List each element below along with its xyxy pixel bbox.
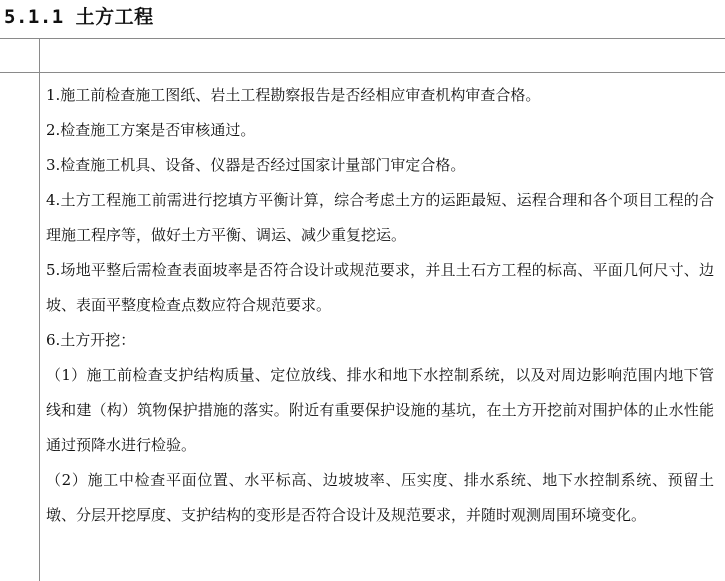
- list-item-1: 1.施工前检查施工图纸、岩土工程勘察报告是否经相应审查机构审查合格。: [46, 86, 541, 104]
- list-item-6-1: （1）施工前检查支护结构质量、定位放线、排水和地下水控制系统，以及对周边影响范围内地下管线和建（构）筑物保护措施的落实。附近有重要保护设施的基坑，在土方开挖前对围护体的止水性能通过预降水进行检验。: [46, 366, 714, 454]
- list-item-3: 3.检查施工机具、设备、仪器是否经过国家计量部门审定合格。: [46, 156, 466, 174]
- list-item-6: 6.土方开挖：: [46, 331, 136, 349]
- list-item-4: 4.土方工程施工前需进行挖填方平衡计算，综合考虑土方的运距最短、运程合理和各个项目工程的合理施工程序等，做好土方平衡、调运、减少重复挖运。: [46, 191, 714, 244]
- table-header-divider: [0, 72, 725, 73]
- table-column-divider: [39, 38, 40, 581]
- list-item-2: 2.检查施工方案是否审核通过。: [46, 121, 256, 139]
- list-item-5: 5.场地平整后需检查表面坡率是否符合设计或规范要求，并且土石方工程的标高、平面几何尺寸、边坡、表面平整度检查点数应符合规范要求。: [46, 261, 714, 314]
- content-cell: [46, 78, 714, 533]
- content-table: [0, 38, 725, 581]
- table-top-border: [0, 38, 725, 39]
- list-item-6-2: （2）施工中检查平面位置、水平标高、边坡坡率、压实度、排水系统、地下水控制系统、预留土墩、分层开挖厚度、支护结构的变形是否符合设计及规范要求，并随时观测周围环境变化。: [46, 471, 714, 524]
- section-title: 5.1.1 土方工程: [4, 6, 154, 28]
